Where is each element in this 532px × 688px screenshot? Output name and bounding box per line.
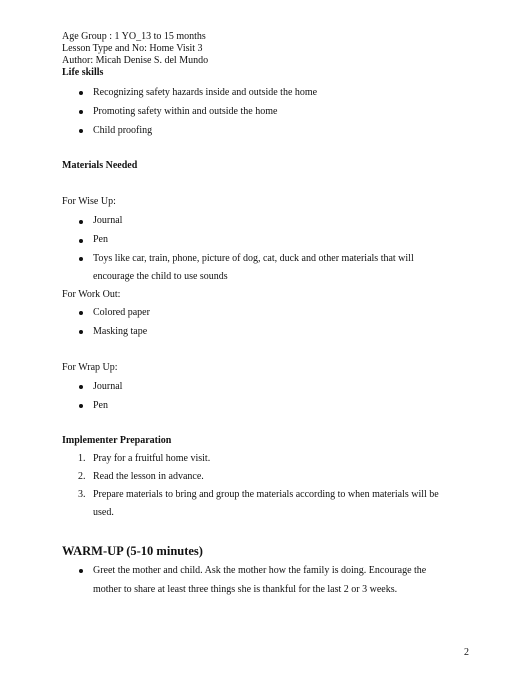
preparation-heading: Implementer Preparation <box>62 435 172 446</box>
work-out-item: Masking tape <box>93 326 148 337</box>
bullet-icon <box>79 311 83 315</box>
life-skill-item: Child proofing <box>93 125 153 136</box>
wise-up-item-continuation: encourage the child to use sounds <box>93 271 228 282</box>
lesson-line: Lesson Type and No: Home Visit 3 <box>62 43 203 54</box>
wise-up-item: Pen <box>93 234 108 245</box>
author-line: Author: Micah Denise S. del Mundo <box>62 55 209 66</box>
step-number: 3. <box>78 489 86 500</box>
step-number: 2. <box>78 471 86 482</box>
wise-up-label: For Wise Up: <box>62 196 116 207</box>
bullet-icon <box>79 239 83 243</box>
page-number: 2 <box>464 647 469 658</box>
bullet-icon <box>79 257 83 261</box>
bullet-icon <box>79 330 83 334</box>
warmup-line: Greet the mother and child. Ask the mother how the family is doing. Encourage the <box>93 565 427 576</box>
bullet-icon <box>79 129 83 133</box>
wrap-up-item: Pen <box>93 400 108 411</box>
bullet-icon <box>79 91 83 95</box>
bullet-icon <box>79 404 83 408</box>
bullet-icon <box>79 569 83 573</box>
wise-up-item: Journal <box>93 215 123 226</box>
preparation-step: Prepare materials to bring and group the materials according to when materials will be <box>93 489 439 500</box>
step-number: 1. <box>78 453 86 464</box>
materials-heading: Materials Needed <box>62 160 138 171</box>
preparation-step: Pray for a fruitful home visit. <box>93 453 211 464</box>
bullet-icon <box>79 110 83 114</box>
bullet-icon <box>79 385 83 389</box>
work-out-label: For Work Out: <box>62 289 121 300</box>
wise-up-item: Toys like car, train, phone, picture of dog, cat, duck and other materials that will <box>93 253 414 264</box>
bullet-icon <box>79 220 83 224</box>
wrap-up-label: For Wrap Up: <box>62 362 118 373</box>
warmup-line: mother to share at least three things she is thankful for the last 2 or 3 weeks. <box>93 584 398 595</box>
life-skills-heading: Life skills <box>62 67 104 78</box>
preparation-step: Read the lesson in advance. <box>93 471 204 482</box>
work-out-item: Colored paper <box>93 307 150 318</box>
life-skill-item: Promoting safety within and outside the home <box>93 106 278 117</box>
preparation-step-continuation: used. <box>93 507 114 518</box>
warmup-heading: WARM-UP (5-10 minutes) <box>62 544 203 558</box>
age-group-line: Age Group : 1 YO_13 to 15 months <box>62 31 206 42</box>
life-skill-item: Recognizing safety hazards inside and outside the home <box>93 87 318 98</box>
wrap-up-item: Journal <box>93 381 123 392</box>
